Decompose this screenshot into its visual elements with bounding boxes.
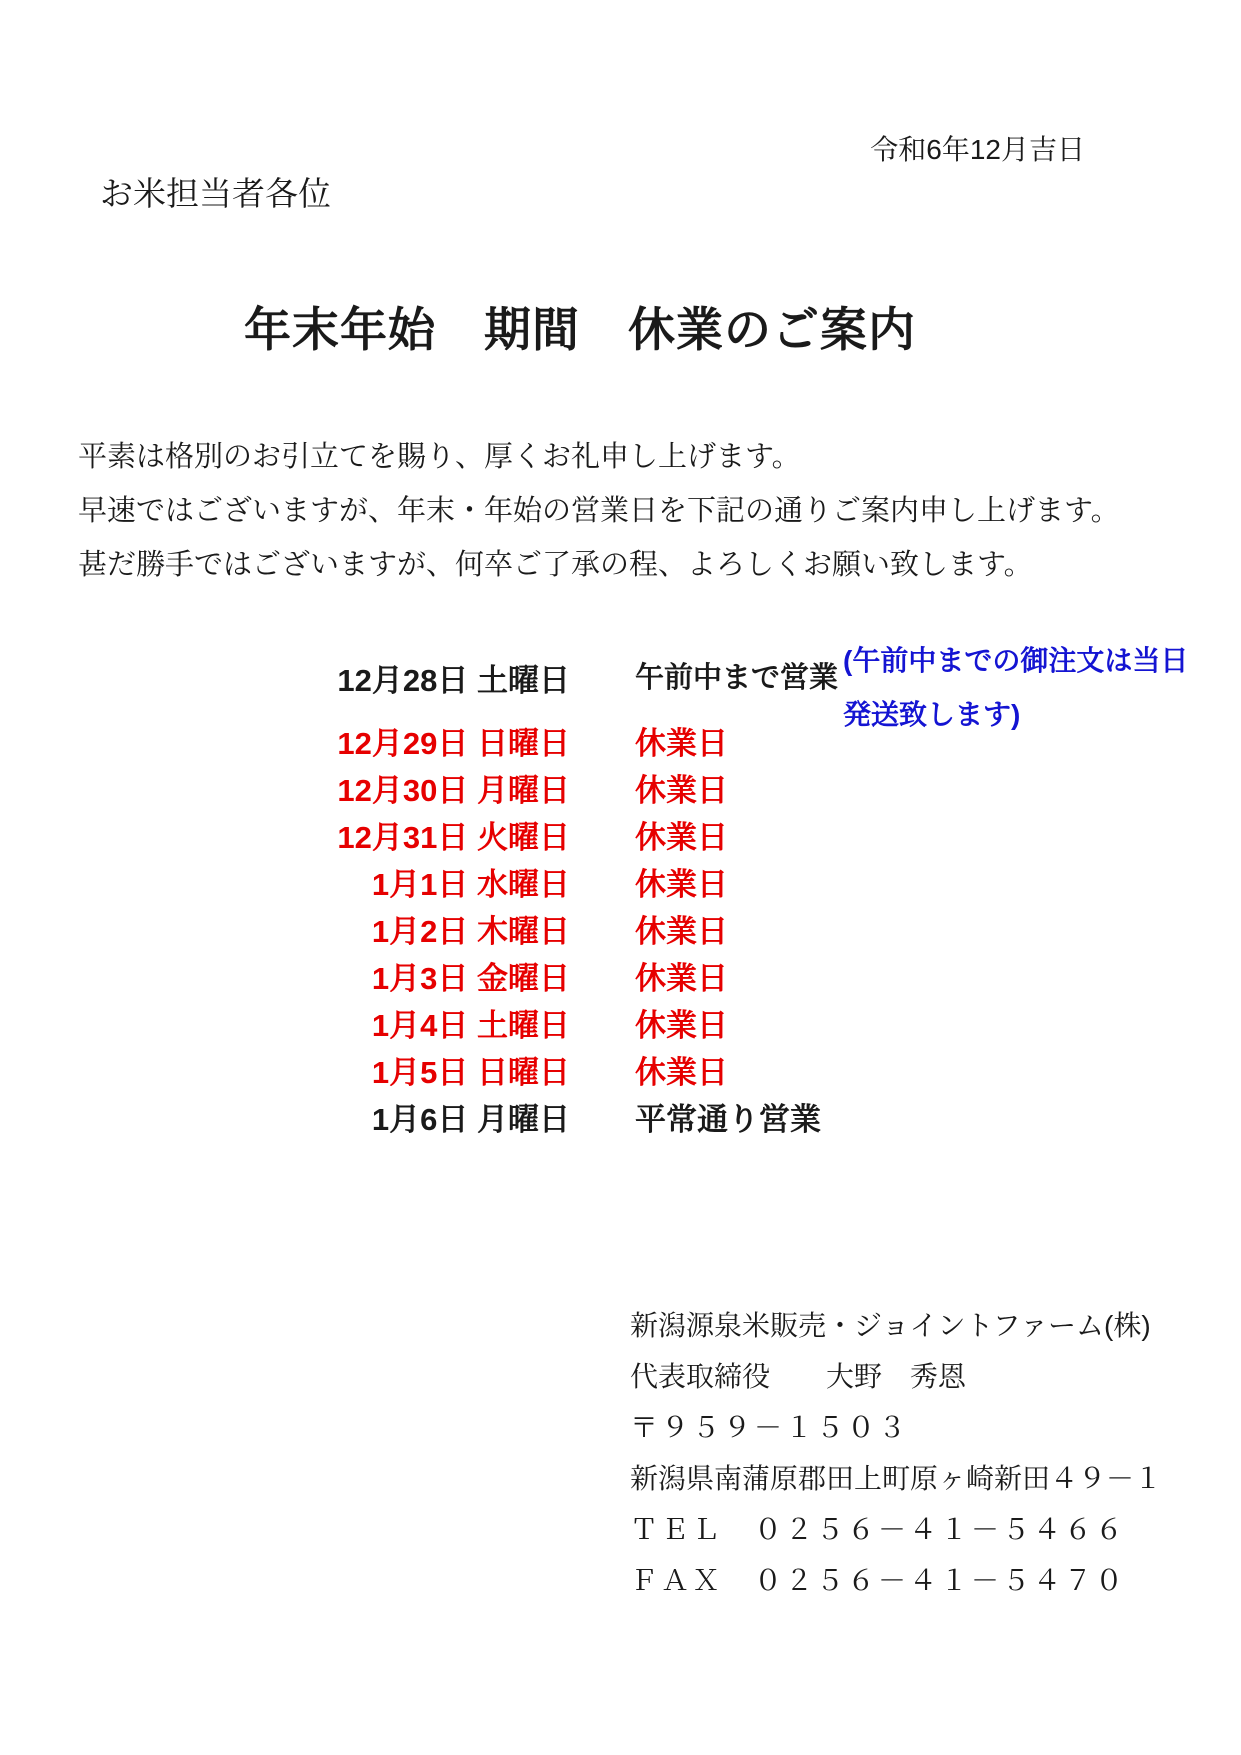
intro-line-2: 早速ではございますが、年末・年始の営業日を下記の通りご案内申し上げます。 (78, 495, 1120, 527)
schedule-row (0, 906, 838, 953)
schedule-row (0, 655, 838, 702)
intro-line-3: 甚だ勝手ではございますが、何卒ご了承の程、よろしくお願い致します。 (78, 549, 1033, 581)
schedule-status: 平常通り営業 (635, 1102, 821, 1137)
schedule-date: 1月1日 水曜日 (371, 867, 570, 902)
addressee-line: お米担当者各位 (100, 175, 331, 212)
schedule-date: 12月30日 月曜日 (337, 773, 570, 808)
schedule-date: 12月28日 土曜日 (337, 663, 570, 698)
schedule-status: 休業日 (635, 1055, 728, 1090)
note-line-2: 発送致します) (843, 699, 1021, 730)
schedule-row (0, 1047, 838, 1094)
schedule-date: 1月5日 日曜日 (371, 1055, 570, 1090)
schedule-date: 1月2日 木曜日 (371, 914, 570, 949)
schedule-date: 12月29日 日曜日 (337, 726, 570, 761)
postal-code: 〒９５９－１５０３ (630, 1412, 910, 1443)
schedule-row (0, 859, 838, 906)
fax-number: ＦＡＸ ０２５６－４１－５４７０ (630, 1565, 1127, 1596)
schedule-date: 12月31日 火曜日 (337, 820, 570, 855)
schedule-date: 1月4日 土曜日 (371, 1008, 570, 1043)
schedule-row (0, 812, 838, 859)
representative-name: 代表取締役 大野 秀恩 (630, 1361, 967, 1392)
holiday-schedule (0, 655, 838, 1141)
company-signature-block (630, 1300, 1162, 1606)
schedule-status: 午前中まで営業 (635, 662, 839, 694)
schedule-status: 休業日 (635, 961, 728, 996)
intro-line-1: 平素は格別のお引立てを賜り、厚くお礼申し上げます。 (78, 441, 801, 473)
schedule-row (0, 1094, 838, 1141)
intro-paragraphs (78, 430, 1120, 592)
tel-number: ＴＥＬ ０２５６－４１－５４６６ (630, 1514, 1127, 1545)
schedule-status: 休業日 (635, 914, 728, 949)
note-line-1: (午前中までの御注文は当日 (843, 645, 1189, 676)
schedule-status: 休業日 (635, 773, 728, 808)
schedule-status: 休業日 (635, 867, 728, 902)
schedule-row (0, 718, 838, 765)
document-title: 年末年始 期間 休業のご案内 (244, 303, 916, 356)
schedule-row (0, 765, 838, 812)
schedule-status: 休業日 (635, 726, 728, 761)
issue-date: 令和6年12月吉日 (870, 134, 1085, 165)
schedule-date: 1月3日 金曜日 (371, 961, 570, 996)
company-address: 新潟県南蒲原郡田上町原ヶ崎新田４９－１ (630, 1463, 1163, 1494)
schedule-status: 休業日 (635, 820, 728, 855)
schedule-status: 休業日 (635, 1008, 728, 1043)
schedule-row (0, 1000, 838, 1047)
company-name: 新潟源泉米販売・ジョイントファーム(株) (630, 1310, 1151, 1341)
schedule-row (0, 953, 838, 1000)
schedule-date: 1月6日 月曜日 (371, 1102, 570, 1137)
same-day-shipping-note (843, 634, 1189, 742)
